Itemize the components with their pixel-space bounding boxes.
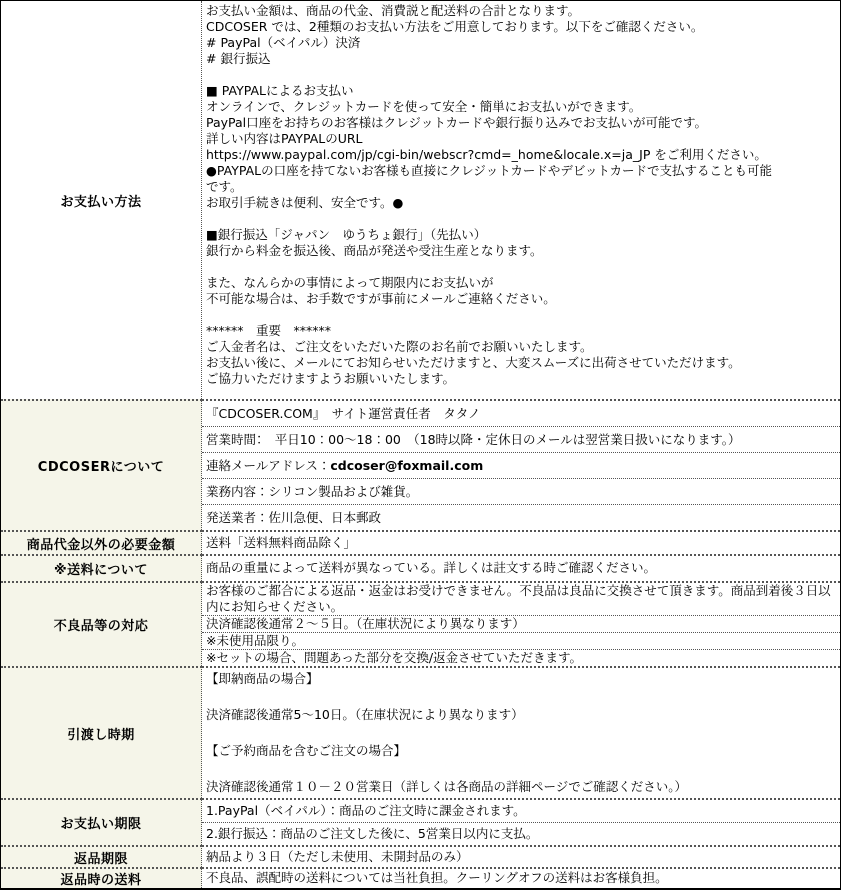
row-label-extra-fees: 商品代金以外の必要金額 bbox=[1, 530, 202, 554]
row-label-about: CDCOSERについて bbox=[1, 399, 202, 530]
text-line bbox=[206, 688, 836, 706]
text-line: また、なんらかの事情によって期限内にお支払いが bbox=[206, 275, 494, 290]
text-line bbox=[206, 457, 836, 474]
content-subrow bbox=[202, 649, 840, 666]
content-subrow bbox=[202, 532, 840, 554]
row-content-shipping bbox=[202, 554, 840, 581]
text-line: 発送業者：佐川急便、日本郵政 bbox=[206, 510, 382, 525]
text-line: 不可能な場合は、お手数ですが事前にメールご連絡ください。 bbox=[206, 291, 556, 306]
text-line: https://www.paypal.com/jp/cgi-bin/webscr?cmd=_home&locale.x=ja_JP をご利用ください。 bbox=[206, 147, 767, 162]
content-subrow bbox=[202, 504, 840, 530]
content-subrow bbox=[202, 583, 840, 615]
text-line: お客様のご都合による返品・返金はお受けできません。不良品は良品に交換させて頂きます。商品到着後３日以内にお知らせください。 bbox=[206, 583, 831, 614]
content-subrow bbox=[202, 800, 840, 822]
content-subrow bbox=[202, 401, 840, 426]
row-label-deadline: お支払い期限 bbox=[1, 798, 202, 845]
text-line: ■銀行振込「ジャパン ゆうちょ銀行」（先払い） bbox=[206, 227, 487, 242]
row-deadline bbox=[1, 798, 840, 845]
text-line: ●PAYPALの口座を持てないお客様も直接にクレジットカードやデビットカードで支払することも可能 bbox=[206, 163, 773, 178]
row-content-return-period bbox=[202, 845, 840, 867]
row-payment bbox=[1, 1, 840, 399]
text-line: お取引手続きは便利、安全です。● bbox=[206, 195, 404, 210]
content-subrow bbox=[202, 847, 840, 867]
text-line: 銀行から料金を振込後、商品が発送や受注生産となります。 bbox=[206, 243, 543, 258]
text-line: です。 bbox=[206, 179, 243, 194]
text-line: 送料「送料無料商品除く」 bbox=[206, 535, 357, 550]
text-line: 詳しい内容はPAYPALのURL bbox=[206, 131, 363, 146]
text-line: 商品の重量によって送料が異なっている。詳しくは註文する時ご確認ください。 bbox=[206, 560, 657, 575]
text-line: # PayPal（ベイパル）決済 bbox=[206, 35, 361, 50]
text-line: 決済確認後通常5～10日。（在庫状況により異なります） bbox=[206, 707, 524, 722]
text-line: お支払い後に、メールにてお知らせいただけますと、大変スムーズに出荷させていただけます。 bbox=[206, 355, 741, 370]
row-defects bbox=[1, 581, 840, 666]
row-content-deadline bbox=[202, 798, 840, 845]
text-line: 業務内容：シリコン製品および雑貨。 bbox=[206, 484, 419, 499]
row-content-return-shipping bbox=[202, 867, 840, 888]
shop-info-table-body bbox=[1, 1, 840, 888]
content-subrow bbox=[202, 1, 840, 399]
text-line: ■ PAYPALによるお支払い bbox=[206, 83, 354, 98]
text-line bbox=[206, 307, 836, 323]
text-line: 『CDCOSER.COM』 サイト運営責任者 タタノ bbox=[206, 406, 481, 421]
text-line: 営業時間： 平日10：00～18：00 （18時以降・定休日のメールは翌営業日扱いになります。） bbox=[206, 432, 741, 447]
row-return-shipping bbox=[1, 867, 840, 888]
content-subrow bbox=[202, 556, 840, 581]
row-label-return-period: 返品期限 bbox=[1, 845, 202, 867]
text-line: ※未使用品限り。 bbox=[206, 633, 304, 648]
text-line: 【ご予約商品を含むご注文の場合】 bbox=[206, 743, 407, 758]
row-delivery bbox=[1, 666, 840, 798]
row-label-payment: お支払い方法 bbox=[1, 1, 202, 399]
text-line: PayPal口座をお持ちのお客様はクレジットカードや銀行振り込みでお支払いが可能です。 bbox=[206, 115, 707, 130]
text-line bbox=[206, 211, 836, 227]
text-line: 2.銀行振込：商品のご注文した後に、5営業日以内に支払。 bbox=[206, 826, 539, 841]
text-line: 1.PayPal（ベイパル）：商品のご注文時に課金されます。 bbox=[206, 803, 526, 818]
text-line: オンラインで、クレジットカードを使って安全・簡単にお支払いができます。 bbox=[206, 99, 642, 114]
text-line: ※セットの場合、問題あった部分を交換/返金させていただきます。 bbox=[206, 650, 583, 665]
row-content-delivery bbox=[202, 666, 840, 798]
row-content-extra-fees bbox=[202, 530, 840, 554]
text-line: 【即納商品の場合】 bbox=[206, 671, 319, 686]
row-extra-fees bbox=[1, 530, 840, 554]
content-subrow bbox=[202, 426, 840, 452]
content-subrow bbox=[202, 452, 840, 478]
text-line: ****** 重要 ****** bbox=[206, 323, 332, 338]
text-line: 決済確認後通常１０－２０営業日（詳しくは各商品の詳細ページでご確認ください。） bbox=[206, 779, 688, 794]
email-label: 連絡メールアドレス： bbox=[206, 458, 331, 473]
content-subrow bbox=[202, 668, 840, 798]
content-subrow bbox=[202, 632, 840, 649]
text-line: 納品より３日（ただし未使用、未開封品のみ） bbox=[206, 849, 469, 864]
text-line bbox=[206, 760, 836, 778]
row-label-defects: 不良品等の対応 bbox=[1, 581, 202, 666]
row-label-delivery: 引渡し時期 bbox=[1, 666, 202, 798]
text-line: 決済確認後通常２～５日。（在庫状況により異なります） bbox=[206, 616, 525, 631]
row-return-period bbox=[1, 845, 840, 867]
text-line: 不良品、誤配時の送料については当社負担。クーリングオフの送料はお客様負担。 bbox=[206, 870, 668, 885]
content-subrow bbox=[202, 478, 840, 504]
text-line: ご協力いただけますようお願いいたします。 bbox=[206, 371, 456, 386]
email-address: cdcoser@foxmail.com bbox=[330, 458, 484, 473]
row-content-payment bbox=[202, 1, 840, 399]
row-label-shipping: ※送料について bbox=[1, 554, 202, 581]
text-line: ご入金者名は、ご注文をいただいた際のお名前でお願いいたします。 bbox=[206, 339, 593, 354]
row-content-defects bbox=[202, 581, 840, 666]
row-label-return-shipping: 返品時の送料 bbox=[1, 867, 202, 888]
text-line bbox=[206, 724, 836, 742]
text-line bbox=[206, 259, 836, 275]
text-line: # 銀行振込 bbox=[206, 51, 271, 66]
content-subrow bbox=[202, 869, 840, 887]
content-subrow bbox=[202, 615, 840, 632]
text-line bbox=[206, 67, 836, 83]
row-content-about bbox=[202, 399, 840, 530]
content-subrow bbox=[202, 822, 840, 845]
row-about bbox=[1, 399, 840, 530]
text-line: CDCOSER では、2種類のお支払い方法をご用意しております。以下をご確認ください。 bbox=[206, 19, 704, 34]
row-shipping bbox=[1, 554, 840, 581]
text-line: お支払い金額は、商品の代金、消費説と配送料の合計となります。 bbox=[206, 3, 581, 18]
